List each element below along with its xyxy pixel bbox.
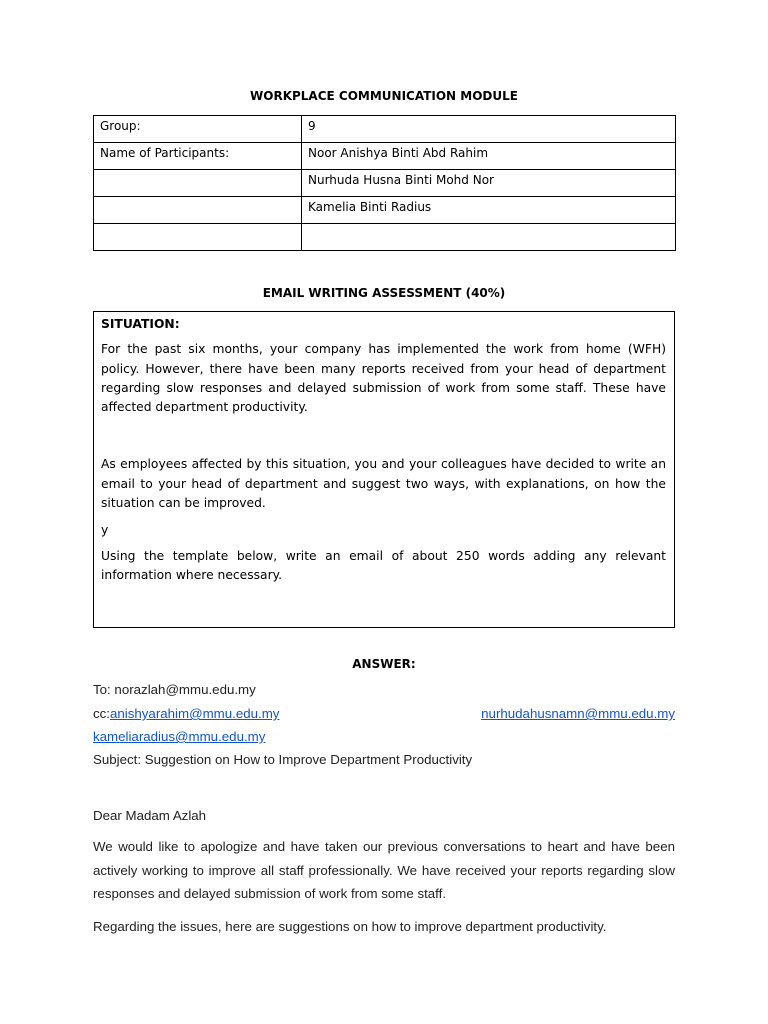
situation-paragraph: Using the template below, write an email of about 250 words adding any relevant information where necessary. <box>101 548 666 582</box>
table-row <box>94 170 676 197</box>
email-body-paragraph: Regarding the issues, here are suggestions on how to improve department productivity. <box>93 919 607 934</box>
participant-name: Noor Anishya Binti Abd Rahim <box>302 143 676 170</box>
participant-name: Kamelia Binti Radius <box>302 197 676 224</box>
table-row <box>94 197 676 224</box>
module-title: WORKPLACE COMMUNICATION MODULE <box>250 89 518 103</box>
email-body-paragraph: We would like to apologize and have taken our previous conversations to heart and have been actively working to improve all staff professionally. We have received your reports regarding slow responses and delayed submission of work from some staff. <box>93 839 675 901</box>
cc-prefix: cc: <box>93 706 110 721</box>
situation-box <box>93 311 675 628</box>
email-greeting: Dear Madam Azlah <box>93 808 207 823</box>
empty-cell <box>94 170 302 197</box>
group-value: 9 <box>302 116 676 143</box>
email-cc-line <box>93 706 675 721</box>
group-label: Group: <box>94 116 302 143</box>
cc-link-anishya[interactable]: anishyarahim@mmu.edu.my <box>110 706 280 721</box>
assessment-title: EMAIL WRITING ASSESSMENT (40%) <box>262 286 506 300</box>
participants-table <box>93 115 676 251</box>
cc-field <box>93 706 279 721</box>
participant-name: Nurhuda Husna Binti Mohd Nor <box>302 170 676 197</box>
email-to-line: To: norazlah@mmu.edu.my <box>93 682 256 697</box>
situation-paragraph: For the past six months, your company has implemented the work from home (WFH) policy. However, there have been many reports received from your head of department regarding slow responses and delayed submission of work from some staff. These have affected department productivity. <box>101 342 666 415</box>
answer-label: ANSWER: <box>352 657 416 671</box>
table-row <box>94 224 676 251</box>
table-row <box>94 143 676 170</box>
email-subject-line: Subject: Suggestion on How to Improve Department Productivity <box>93 752 473 767</box>
stray-character: y <box>101 523 109 538</box>
empty-cell <box>94 224 302 251</box>
situation-label: SITUATION: <box>101 317 180 331</box>
table-row <box>94 116 676 143</box>
cc-link-kamelia[interactable]: kameliaradius@mmu.edu.my <box>93 729 266 744</box>
participants-label: Name of Participants: <box>94 143 302 170</box>
situation-paragraph: As employees affected by this situation, you and your colleagues have decided to write an email to your head of department and suggest two ways, with explanations, on how the situation can be improved. <box>101 457 666 511</box>
participant-name <box>302 224 676 251</box>
email-cc-line-2 <box>93 729 675 744</box>
cc-link-nurhuda[interactable]: nurhudahusnamn@mmu.edu.my <box>481 706 675 721</box>
empty-cell <box>94 197 302 224</box>
